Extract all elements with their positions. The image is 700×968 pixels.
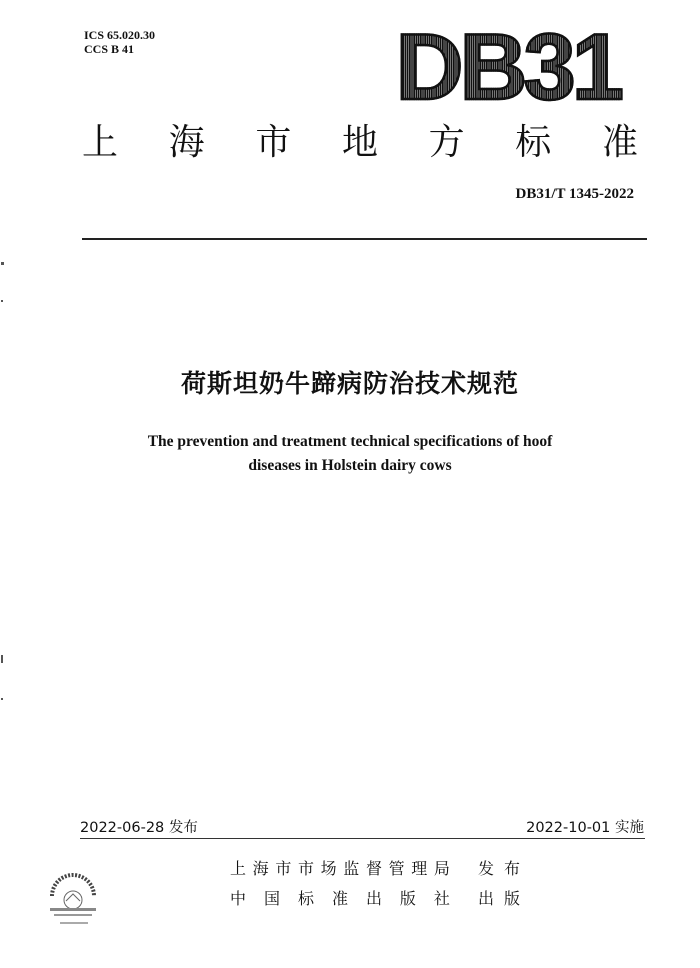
publisher-char: 海 (252, 859, 269, 878)
publisher-char: 市 (297, 859, 314, 878)
publisher-char: 管 (388, 859, 405, 878)
publisher-action (478, 856, 520, 879)
publisher-char: 中 (230, 889, 247, 908)
standard-number: DB31/T 1345-2022 (515, 186, 634, 202)
publisher-char: 国 (263, 889, 280, 908)
publisher-org (230, 856, 450, 879)
publisher-action (478, 886, 520, 909)
implementation-date: 2022-10-01 实施 (526, 820, 644, 836)
ccs-code: CCS B 41 (84, 42, 135, 56)
title-english-line-1: The prevention and treatment technical specifications of hoof (147, 433, 553, 450)
title-english (100, 430, 600, 478)
publisher-row (230, 886, 520, 909)
standard-type-char: 上 (82, 122, 119, 163)
seal-stamp-icon (44, 870, 102, 928)
standard-type-char: 方 (428, 122, 465, 163)
title-english-line-2: diseases in Holstein dairy cows (248, 457, 452, 474)
publisher-char: 市 (275, 859, 292, 878)
scan-mark (1, 655, 3, 663)
standard-type-char: 标 (515, 122, 552, 163)
publisher-row (230, 856, 520, 879)
publisher-char: 版 (399, 889, 416, 908)
publisher-char: 局 (433, 859, 450, 878)
publisher-char: 出 (365, 889, 382, 908)
scan-mark (1, 698, 3, 700)
standard-type-char: 准 (601, 122, 638, 163)
standard-type-title (82, 118, 638, 168)
publisher-char: 版 (503, 889, 520, 908)
db31-logo: DB31 (395, 14, 620, 119)
publisher-char: 社 (433, 889, 450, 908)
scan-mark (1, 300, 3, 302)
standard-type-char: 海 (168, 122, 205, 163)
standard-type-char: 市 (255, 122, 292, 163)
publisher-char: 标 (297, 889, 314, 908)
publisher-org (230, 886, 450, 909)
publisher-char: 理 (411, 859, 428, 878)
standard-type-char: 地 (341, 122, 378, 163)
ics-code: ICS 65.020.30 (84, 28, 156, 42)
classification-codes (84, 28, 155, 56)
publisher-char: 监 (343, 859, 360, 878)
publisher-char: 场 (320, 859, 337, 878)
publisher-char: 上 (230, 859, 247, 878)
header-rule (82, 238, 647, 240)
publisher-char: 准 (331, 889, 348, 908)
issue-date: 2022-06-28 发布 (80, 820, 198, 836)
footer-rule (80, 838, 645, 839)
title-chinese: 荷斯坦奶牛蹄病防治技术规范 (180, 369, 519, 398)
publisher-char: 出 (478, 889, 495, 908)
scan-mark (1, 262, 4, 265)
publisher-char: 督 (365, 859, 382, 878)
publisher-char: 布 (503, 859, 520, 878)
publisher-char: 发 (478, 859, 495, 878)
